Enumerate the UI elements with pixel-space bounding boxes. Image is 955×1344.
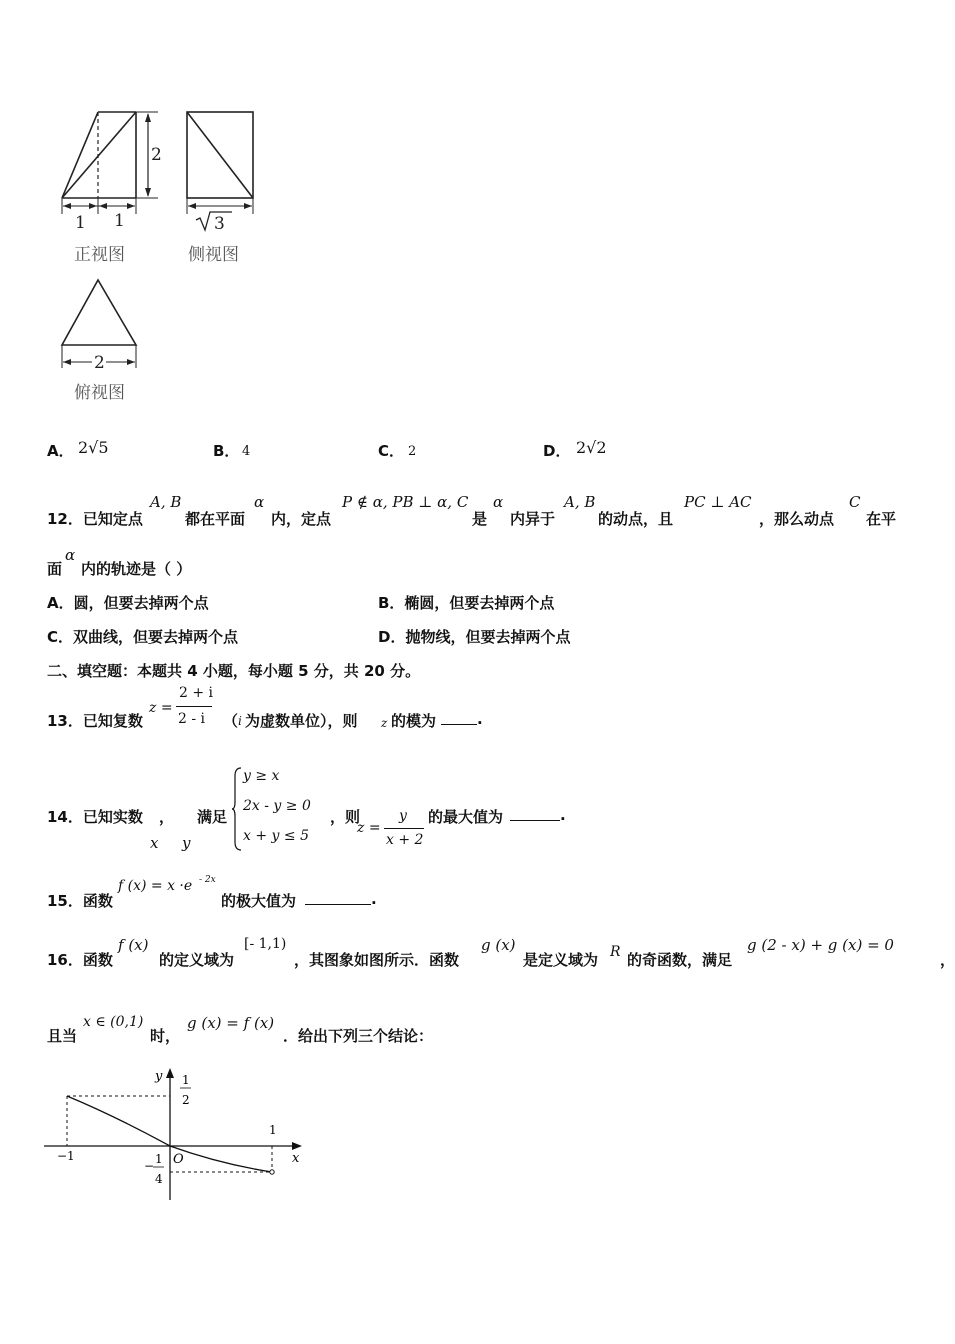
q12-line2b: 内的轨迹是（ ） <box>81 560 192 578</box>
q13-mid1: （ <box>223 712 239 730</box>
top-view-label: 俯视图 <box>74 383 125 403</box>
fraction-bar <box>384 828 424 829</box>
q16-R: R <box>610 944 621 960</box>
q16-fx: f (x) <box>118 936 149 954</box>
q11-option-a-value: 2√5 <box>78 438 109 457</box>
section-2-heading: 二、填空题：本题共 4 小题，每小题 5 分，共 20 分。 <box>47 662 421 680</box>
q14-den: x + 2 <box>386 832 424 848</box>
q11-option-b <box>213 440 239 461</box>
answer-blank <box>441 712 477 725</box>
q16-line1 <box>47 932 955 972</box>
q12-alpha2: α <box>493 493 504 511</box>
quarter-den: 4 <box>155 1172 163 1186</box>
side-view <box>187 112 253 230</box>
q16-prefix: 16．函数 <box>47 951 113 969</box>
q16-eq: g (2 - x) + g (x) = 0 <box>747 936 894 954</box>
q12-ab: A, B <box>150 493 182 511</box>
q11-option-c <box>378 440 404 461</box>
q13-prefix: 13．已知复数 <box>47 712 143 730</box>
q12-pcac: PC ⊥ AC <box>684 493 752 511</box>
q14-c3: x + y ≤ 5 <box>243 828 309 844</box>
three-view-figure <box>50 100 280 410</box>
tick-minus-1: −1 <box>57 1149 75 1163</box>
q13-z2: z <box>381 716 388 730</box>
q14-num: y <box>399 808 407 824</box>
option-letter: A． <box>47 442 74 460</box>
x-axis-arrow <box>292 1142 302 1150</box>
dim-front-1b: 1 <box>114 211 125 231</box>
option-letter: B． <box>213 442 240 460</box>
q11-option-d-value: 2√2 <box>576 438 607 457</box>
q13-end: . <box>477 710 483 728</box>
q12-t2: 内，定点 <box>271 510 332 528</box>
q13 <box>47 684 527 734</box>
answer-blank <box>305 892 371 905</box>
dim-sqrt3: 3 <box>214 214 225 234</box>
q12-option-b: B．椭圆，但要去掉两个点 <box>378 594 555 612</box>
y-axis-label: y <box>155 1069 163 1084</box>
q16-t1: 的定义域为 <box>159 951 235 969</box>
q11-option-b-value: 4 <box>242 444 251 459</box>
quarter-minus: − <box>144 1159 155 1173</box>
q12-option-a: A．圆，但要去掉两个点 <box>47 594 209 612</box>
q13-i: i <box>238 714 242 728</box>
q12-cond: P ∉ α, PB ⊥ α, C <box>342 493 469 511</box>
y-axis-arrow <box>166 1068 174 1078</box>
q16-eq2: g (x) = f (x) <box>187 1014 275 1032</box>
q11-option-d <box>543 440 570 461</box>
q14-suffix: 的最大值为 <box>428 808 504 826</box>
q14-prefix: 14．已知实数 <box>47 808 143 826</box>
q14-c2: 2x - y ≥ 0 <box>243 798 311 814</box>
q16-domain: [- 1,1) <box>244 936 287 952</box>
front-view-label: 正视图 <box>74 245 125 265</box>
q14-then: ，则 <box>330 808 361 826</box>
q15-prefix: 15．函数 <box>47 892 113 910</box>
q16-cond: x ∈ (0,1) <box>83 1014 144 1030</box>
q12-t3: 是 <box>472 510 488 528</box>
q12-t5: 的动点，且 <box>598 510 674 528</box>
q12-t4: 内异于 <box>510 510 556 528</box>
tick-1: 1 <box>269 1123 277 1137</box>
fraction-bar <box>176 706 212 707</box>
q16-t5: ， <box>940 951 955 969</box>
q16-t2: ，其图象如图所示．函数 <box>294 951 460 969</box>
q15-suffix: 的极大值为 <box>221 892 297 910</box>
q14-c1: y ≥ x <box>243 768 280 784</box>
half-den: 2 <box>182 1093 190 1107</box>
q12-t6: ，那么动点 <box>759 510 835 528</box>
q16-line2a: 且当 <box>47 1027 78 1045</box>
dim-front-1a: 1 <box>75 213 86 233</box>
function-graph <box>40 1060 310 1210</box>
dim-top-2: 2 <box>94 353 105 373</box>
open-endpoint <box>270 1170 274 1174</box>
half-num: 1 <box>182 1073 190 1087</box>
q12-ab2: A, B <box>564 493 596 511</box>
dim-height-2: 2 <box>151 145 162 165</box>
q12-option-c: C．双曲线，但要去掉两个点 <box>47 628 239 646</box>
q12-option-d: D．抛物线，但要去掉两个点 <box>378 628 571 646</box>
option-letter: C． <box>378 442 405 460</box>
q13-suffix: 的模为 <box>391 712 437 730</box>
quarter-num: 1 <box>155 1152 163 1166</box>
q13-num: 2 + i <box>179 685 214 701</box>
q14-satisfy: 满足 <box>197 808 228 826</box>
q16-line2c: ．给出下列三个结论： <box>283 1027 434 1045</box>
q11-option-a <box>47 440 74 461</box>
q15-end: . <box>371 890 377 908</box>
q12-num: 12．已知定点 <box>47 510 143 528</box>
q12-line2 <box>47 546 347 578</box>
front-view <box>62 112 158 214</box>
q12-t7: 在平 <box>866 510 897 528</box>
option-letter: D． <box>543 442 571 460</box>
q12-line2a: 面 <box>47 560 63 578</box>
q14-z: z = <box>357 820 381 836</box>
q14-comma: ， <box>159 808 175 826</box>
q12-line1 <box>47 490 917 530</box>
q14-end: . <box>560 806 566 824</box>
answer-blank <box>510 808 560 821</box>
origin-label: O <box>173 1152 184 1167</box>
q14 <box>47 762 607 862</box>
q15-func: f (x) = x ·e <box>118 878 193 894</box>
q14-y: y <box>182 834 191 852</box>
q12-t1: 都在平面 <box>185 510 246 528</box>
q13-mid2: 为虚数单位），则 <box>245 712 358 730</box>
q13-z: z = <box>149 700 173 716</box>
q12-alpha3: α <box>65 546 76 564</box>
x-axis-label: x <box>292 1151 300 1166</box>
q14-x: x <box>150 834 159 852</box>
q16-t3: 是定义域为 <box>523 951 599 969</box>
q15 <box>47 874 447 910</box>
q16-t4: 的奇函数，满足 <box>627 951 733 969</box>
q12-c: C <box>849 493 861 511</box>
q16-line2 <box>47 1008 647 1048</box>
system-brace <box>231 766 243 852</box>
q13-den: 2 - i <box>178 711 206 727</box>
side-view-label: 侧视图 <box>188 245 239 265</box>
q15-exp: - 2x <box>199 875 216 885</box>
q16-gx: g (x) <box>481 936 516 954</box>
q12-alpha: α <box>254 493 265 511</box>
q11-option-c-value: 2 <box>408 444 417 459</box>
q16-line2b: 时， <box>150 1027 181 1045</box>
